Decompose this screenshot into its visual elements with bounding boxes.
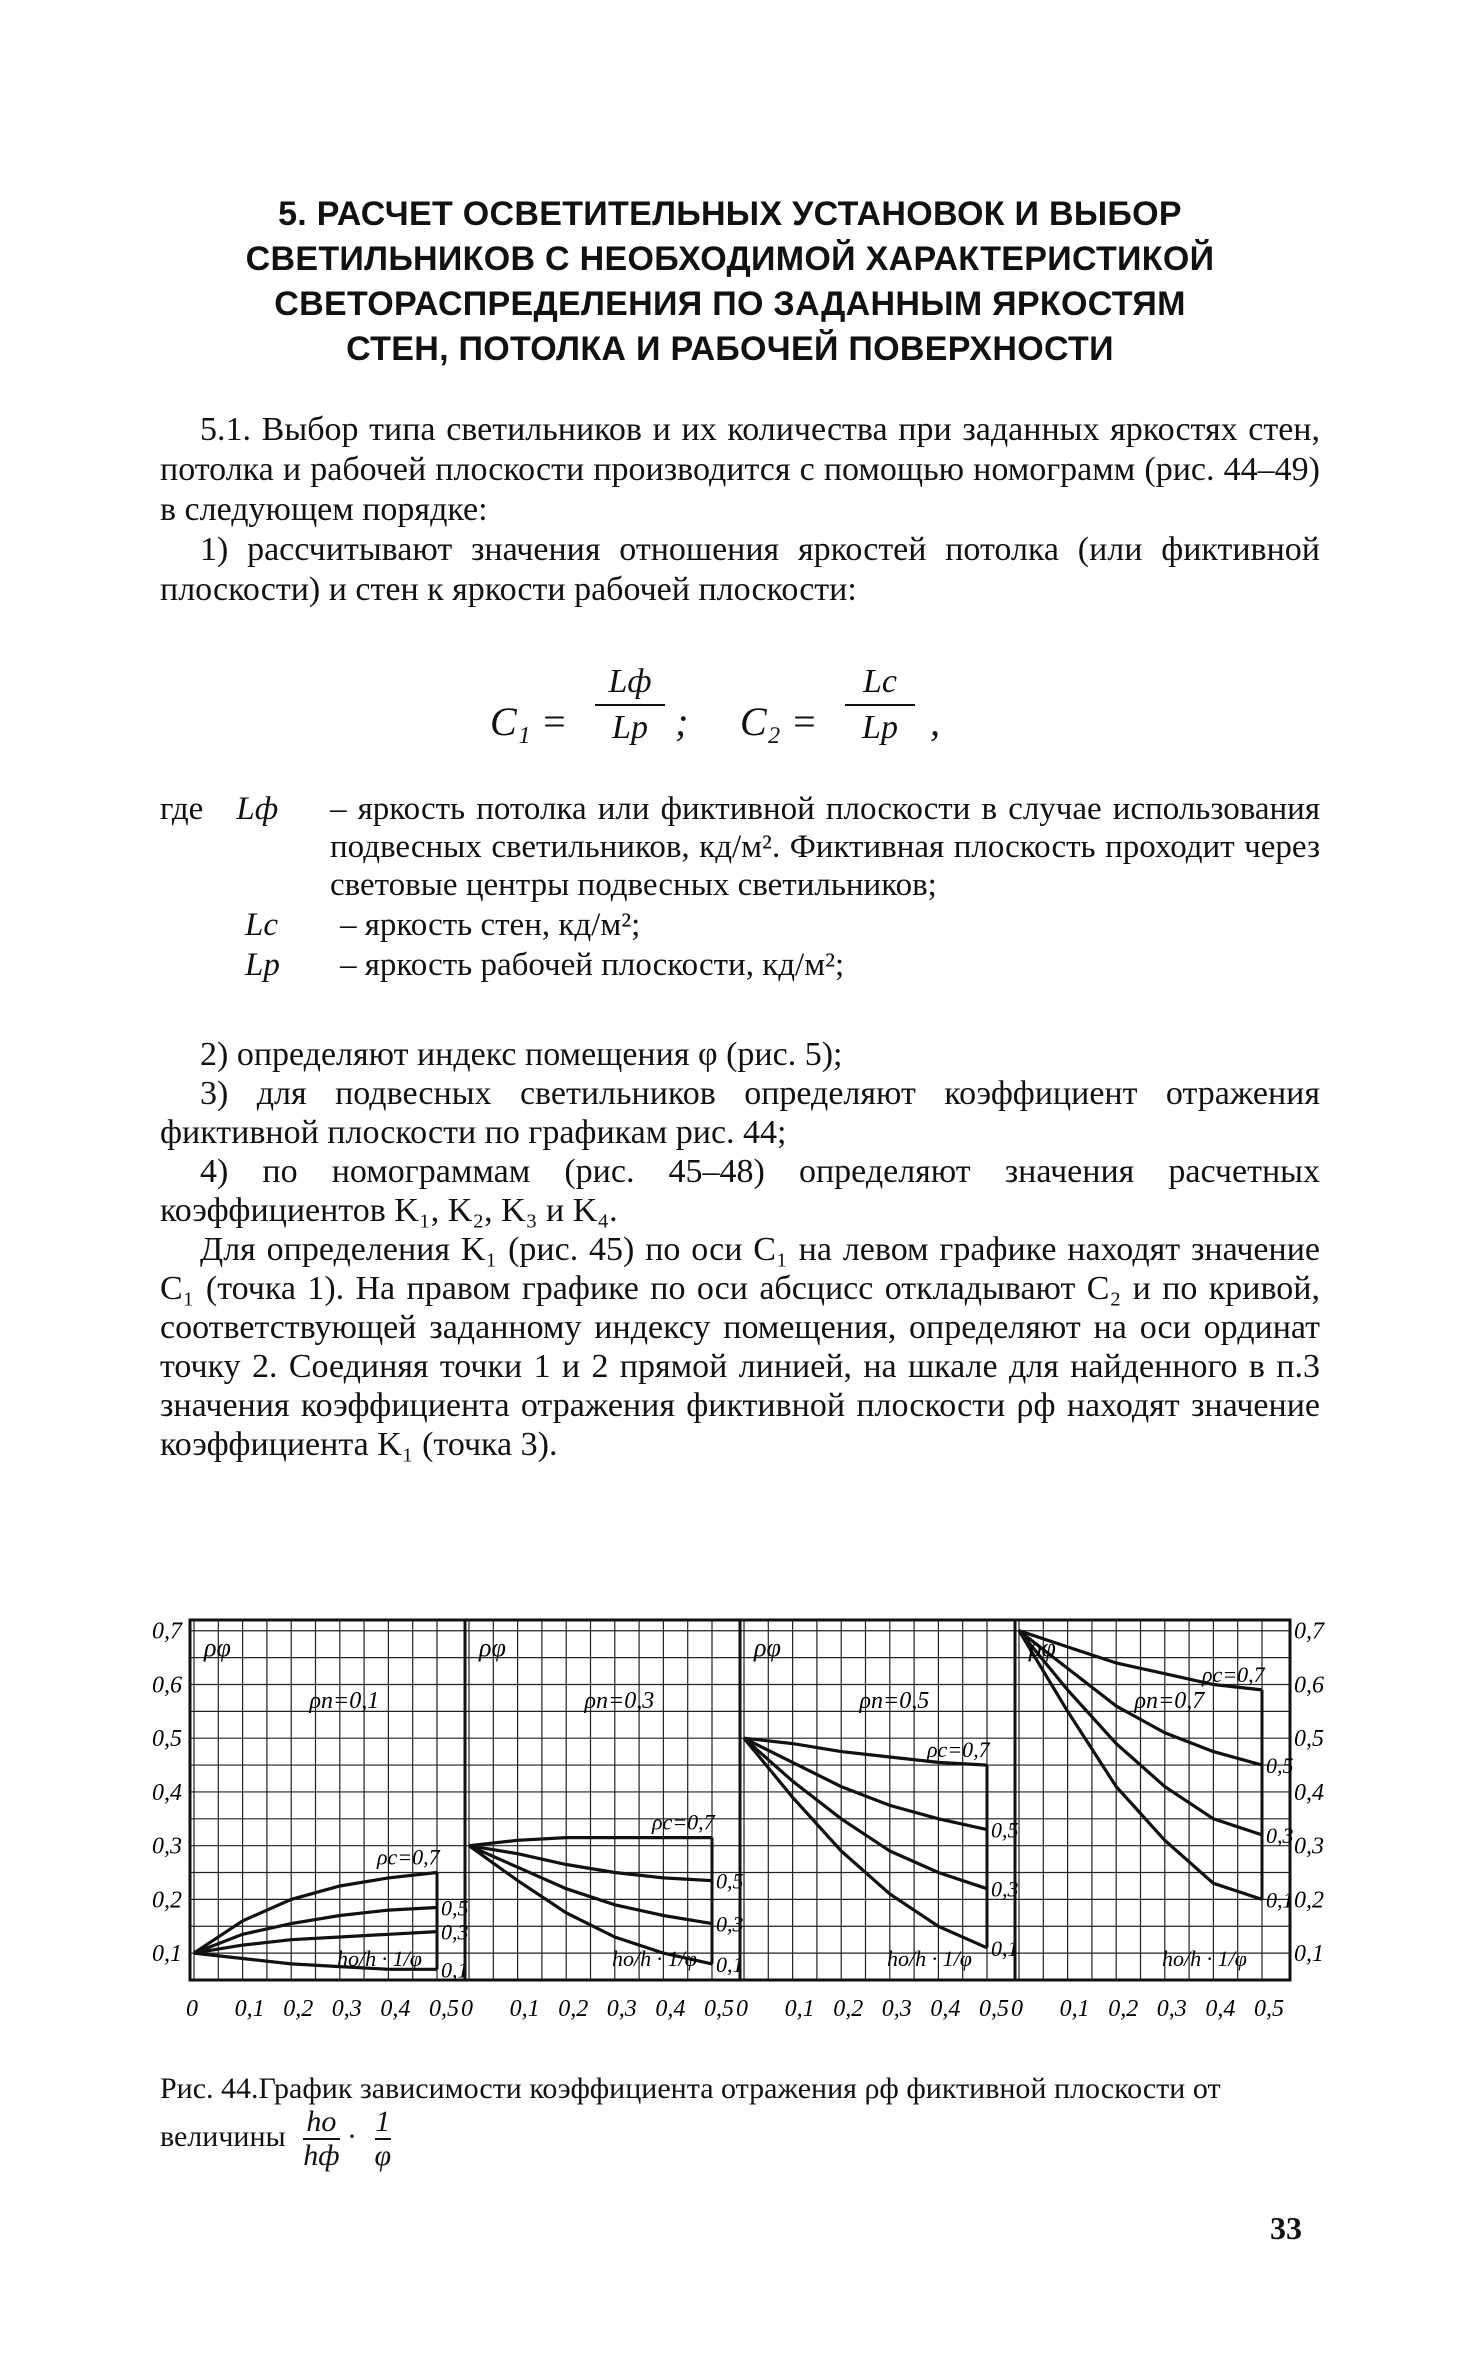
definition-text: – яркость рабочей плоскости, кд/м²;	[340, 947, 845, 983]
x-tick-label: 0,2	[558, 1996, 589, 2022]
x-tick-label: 0,2	[833, 1996, 864, 2022]
y-axis-label: ρφ	[204, 1633, 231, 1662]
caption-frac-den: φ	[374, 2139, 392, 2172]
y-tick-label-left: 0,4	[152, 1779, 182, 1806]
caption-text: Рис. 44.График зависимости коэффициента отражения ρф фиктивной плоскости от величины	[160, 2072, 1221, 2153]
y-tick-label-right: 0,7	[1294, 1618, 1324, 1645]
x-tick-label: 0,4	[1205, 1996, 1236, 2022]
series-end-label: 0,5	[441, 1895, 469, 1921]
intro-paragraph: 5.1. Выбор типа светильников и их количества при заданных яркостях стен, потолка и рабочей плоскости производится с помощью номограмм (рис. 44–49) в следующем порядке:	[160, 411, 1320, 528]
section-heading	[190, 192, 1270, 372]
x-axis-label: hо/h · 1/φ	[337, 1946, 422, 1971]
x-tick-label: 0,2	[283, 1996, 314, 2022]
x-tick-label: 0,1	[234, 1996, 265, 2022]
definitions-block	[160, 790, 1320, 986]
c1-denominator: Lр	[612, 709, 648, 746]
x-tick-label: 0,1	[784, 1996, 815, 2022]
figure-caption	[160, 2072, 1340, 2172]
y-tick-label-left: 0,2	[152, 1887, 182, 1914]
x-axis-label: hо/h · 1/φ	[1162, 1946, 1247, 1971]
rho-c-label: ρс=0,7	[927, 1737, 990, 1763]
series-end-label: 0,3	[441, 1919, 469, 1945]
caption-dot: ·	[347, 2119, 357, 2153]
y-tick-label-right: 0,4	[1294, 1779, 1324, 1806]
y-tick-label-left: 0,3	[152, 1833, 182, 1860]
series-end-label: 0,1	[991, 1935, 1019, 1961]
k1-procedure-paragraph: Для определения K₁ (рис. 45) по оси C₁ на левом графике находят значение C₁ (точка 1). На правом графике по оси абсцисс откладывают C₂ и по кривой, соответствующей заданному индексу помещения, определяют на оси ординат точку 2. Соединяя точки 1 и 2 прямой линией, на шкале для найденного в п.3 значения коэффициента отражения фиктивной плоскости ρф находят значение коэффициента K₁ (точка 3).	[160, 1231, 1320, 1463]
series-end-label: 0,3	[1266, 1822, 1294, 1848]
rho-p-label: ρп=0,1	[309, 1688, 380, 1714]
formula-separator: ;	[675, 699, 689, 744]
figure-44-chart	[150, 1600, 1330, 2060]
definition-row	[160, 790, 1320, 904]
y-tick-label-right: 0,1	[1294, 1941, 1324, 1968]
rho-c-label: ρс=0,7	[652, 1809, 715, 1835]
caption-fraction-phi	[375, 2106, 392, 2172]
y-tick-label-right: 0,3	[1294, 1833, 1324, 1860]
heading-line: 5. РАСЧЕТ ОСВЕТИТЕЛЬНЫХ УСТАНОВОК И ВЫБОР	[278, 195, 1182, 233]
x-tick-label: 0,1	[509, 1996, 540, 2022]
y-axis-label: ρφ	[479, 1633, 506, 1662]
intro-block	[160, 410, 1320, 610]
c2-label: C₂ =	[740, 699, 818, 744]
steps-block	[160, 1035, 1320, 1464]
formula-end: ,	[930, 699, 940, 744]
rho-c-label: ρс=0,7	[377, 1844, 440, 1870]
series-end-label: 0,5	[1266, 1753, 1294, 1779]
caption-frac-den: hф	[303, 2139, 340, 2172]
x-tick-label: 0,5	[979, 1996, 1009, 2022]
caption-frac-num: hо	[306, 2105, 337, 2138]
x-tick-label: 0,4	[930, 1996, 961, 2022]
y-axis-label: ρφ	[1029, 1633, 1056, 1662]
definition-text: – яркость стен, кд/м²;	[340, 907, 641, 943]
definition-symbol: Lр	[245, 947, 280, 983]
x-tick-label: 0,3	[331, 1996, 362, 2022]
x-tick-label: 0,4	[380, 1996, 411, 2022]
definition-key	[160, 946, 330, 984]
rho-c-label: ρс=0,7	[1202, 1661, 1265, 1687]
series-end-label: 0,5	[716, 1868, 744, 1894]
series-end-label: 0,1	[716, 1951, 744, 1977]
series-end-label: 0,3	[716, 1911, 744, 1937]
y-tick-label-right: 0,5	[1294, 1726, 1324, 1753]
x-tick-label: 0	[461, 1996, 473, 2022]
x-tick-label: 0,3	[606, 1996, 637, 2022]
rho-p-label: ρп=0,5	[859, 1688, 930, 1714]
y-tick-label-right: 0,2	[1294, 1887, 1324, 1914]
definition-row	[160, 906, 1320, 944]
definition-key	[160, 906, 330, 944]
x-axis-label: hо/h · 1/φ	[612, 1946, 697, 1971]
definition-symbol: Lс	[245, 907, 278, 943]
x-tick-label: 0	[736, 1996, 748, 2022]
c2-numerator: Lс	[863, 663, 897, 700]
definition-row	[160, 946, 1320, 984]
y-tick-label-right: 0,6	[1294, 1672, 1324, 1699]
definition-key	[160, 790, 330, 904]
series-end-label: 0,5	[991, 1817, 1019, 1843]
c2-fraction	[845, 660, 915, 750]
y-tick-label-left: 0,7	[152, 1618, 182, 1645]
x-tick-label: 0,2	[1108, 1996, 1139, 2022]
x-tick-label: 0,3	[881, 1996, 912, 2022]
x-tick-label: 0,5	[1254, 1996, 1284, 2022]
y-tick-label-left: 0,6	[152, 1672, 182, 1699]
definition-text: – яркость потолка или фиктивной плоскости в случае использования подвесных светильников, кд/м². Фиктивная плоскость проходит через световые центры подвесных светильников;	[330, 791, 1320, 903]
step-4-paragraph: 4) по номограммам (рис. 45–48) определяют значения расчетных коэффициентов K₁, K₂, K₃ и K₄.	[160, 1153, 1320, 1229]
y-axis-label: ρφ	[754, 1633, 781, 1662]
step-1-paragraph: 1) рассчитывают значения отношения яркостей потолка (или фиктивной плоскости) и стен к яркости рабочей плоскости:	[160, 531, 1320, 608]
definition-symbol: Lф	[236, 791, 279, 827]
x-tick-label: 0,3	[1156, 1996, 1187, 2022]
step-2-paragraph: 2) определяют индекс помещения φ (рис. 5);	[200, 1036, 843, 1073]
page-number: 33	[1270, 2210, 1302, 2246]
x-tick-label: 0,5	[704, 1996, 734, 2022]
x-tick-label: 0,1	[1059, 1996, 1090, 2022]
luminance-ratio-formula	[490, 660, 1050, 770]
reflectance-chart-svg	[150, 1600, 1330, 2060]
definition-key-word: где	[160, 791, 204, 827]
heading-line: СВЕТОРАСПРЕДЕЛЕНИЯ ПО ЗАДАННЫМ ЯРКОСТЯМ	[274, 285, 1186, 323]
y-tick-label-left: 0,1	[152, 1941, 182, 1968]
step-3-paragraph: 3) для подвесных светильников определяют коэффициент отражения фиктивной плоскости по графикам рис. 44;	[160, 1075, 1320, 1151]
heading-line: СТЕН, ПОТОЛКА И РАБОЧЕЙ ПОВЕРХНОСТИ	[346, 330, 1114, 368]
x-tick-label: 0,4	[655, 1996, 686, 2022]
heading-line: СВЕТИЛЬНИКОВ С НЕОБХОДИМОЙ ХАРАКТЕРИСТИКОЙ	[245, 240, 1215, 278]
c1-label: C₁ =	[490, 699, 568, 744]
x-tick-label: 0	[1011, 1996, 1023, 2022]
c2-denominator: Lр	[862, 709, 898, 746]
rho-p-label: ρп=0,7	[1134, 1688, 1205, 1714]
caption-frac-num: 1	[375, 2105, 391, 2138]
rho-p-label: ρп=0,3	[584, 1688, 655, 1714]
x-axis-label: hо/h · 1/φ	[887, 1946, 972, 1971]
x-tick-label: 0	[186, 1996, 198, 2022]
x-tick-label: 0,5	[429, 1996, 459, 2022]
caption-fraction-h	[303, 2106, 339, 2172]
c1-fraction	[595, 660, 665, 750]
y-tick-label-left: 0,5	[152, 1726, 182, 1753]
series-end-label: 0,1	[1266, 1887, 1294, 1913]
series-end-label: 0,1	[441, 1957, 469, 1983]
c1-numerator: Lф	[608, 663, 652, 700]
series-end-label: 0,3	[991, 1876, 1019, 1902]
